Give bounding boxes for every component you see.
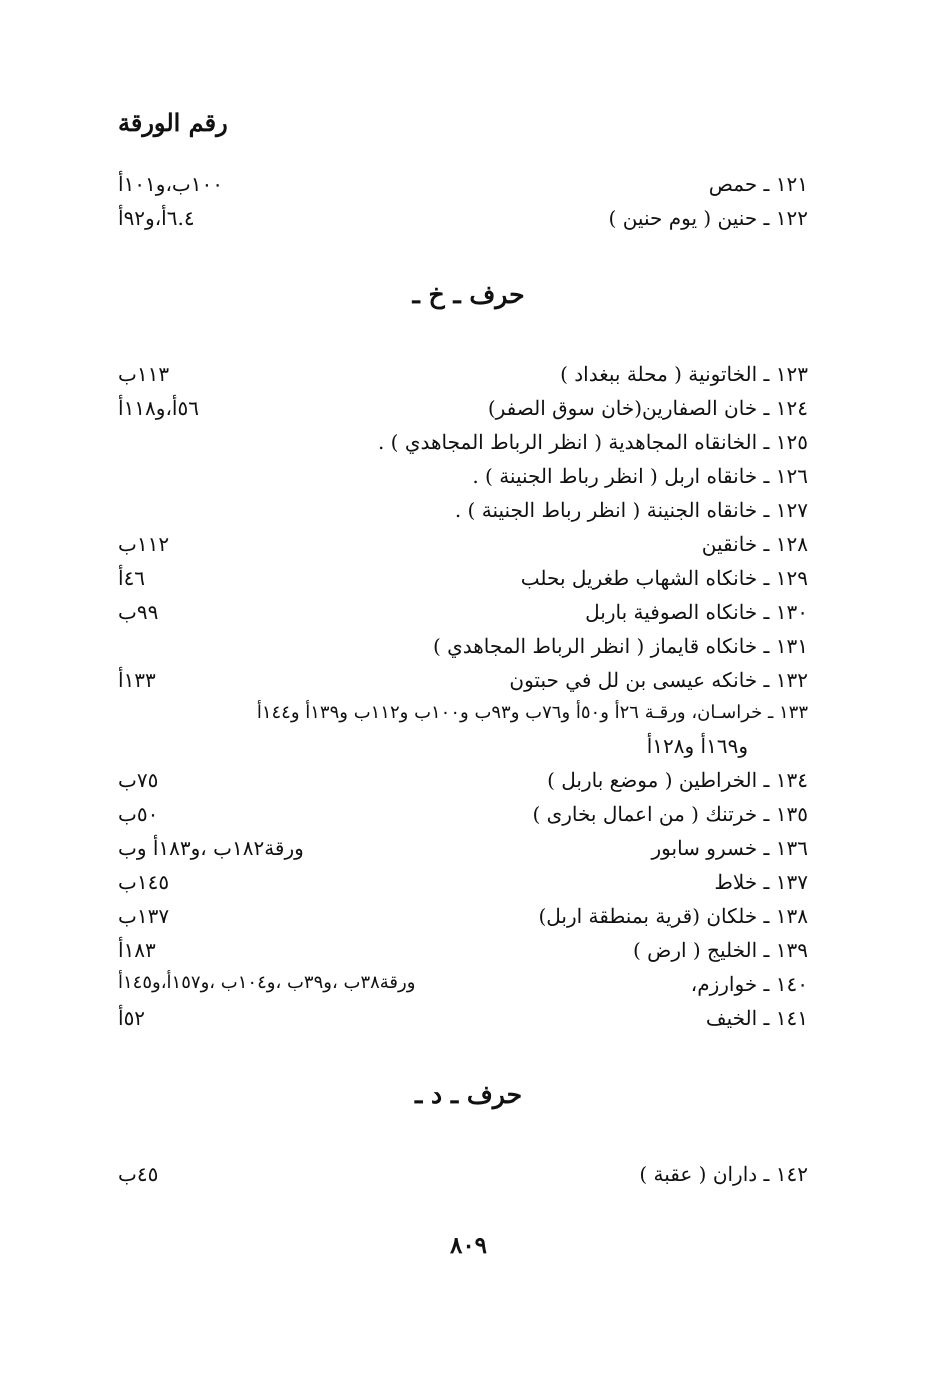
entry-text: ١٤٠ ـ خوارزم، [690, 972, 808, 996]
index-entry-142 [118, 1162, 808, 1196]
entry-text: ١٣٥ ـ خرتنك ( من اعمال بخارى ) [532, 802, 808, 826]
folio-reference: ٥٢أ [118, 1006, 146, 1030]
folio-reference: ورقة٣٨ب ،و٣٩ب ،و١٠٤ب ،و١٥٧أ،و١٤٥أ [118, 972, 416, 993]
folio-reference: ١٣٧ب [118, 904, 170, 928]
folio-reference: ٩٩ب [118, 600, 159, 624]
folio-reference: ١١٢ب [118, 532, 170, 556]
entry-text: ١٢٥ ـ الخانقاه المجاهدية ( انظر الرباط المجاهدي ) . [377, 430, 808, 454]
entry-text: ١٢١ ـ حمص [708, 172, 808, 196]
entry-text: ١٣٠ ـ خانكاه الصوفية باربل [585, 600, 808, 624]
index-entry-133 [118, 702, 808, 768]
entry-text: ١٢٧ ـ خانقاه الجنينة ( انظر رباط الجنينة ) . [454, 498, 808, 522]
column-header: رقم الورقة [118, 108, 228, 137]
section-heading-kha: حرف ـ خ ـ [412, 280, 525, 309]
entry-text: ١٣٦ ـ خسرو سابور [651, 836, 808, 860]
section-heading-dal: حرف ـ د ـ [414, 1080, 523, 1109]
entry-text: ١٢٦ ـ خانقاه اربل ( انظر رباط الجنينة ) . [472, 464, 808, 488]
entry-text: ١٣٤ ـ الخراطين ( موضع باربل ) [547, 768, 808, 792]
index-entry-132 [118, 668, 808, 702]
folio-reference: ١٣٣أ [118, 668, 156, 692]
index-entry-137 [118, 870, 808, 904]
entry-text: ١٣١ ـ خانكاه قايماز ( انظر الرباط المجاهدي ) [432, 634, 808, 658]
index-entry-136 [118, 836, 808, 870]
entry-text: ١٣٧ ـ خلاط [714, 870, 808, 894]
folio-reference: ١٨٣أ [118, 938, 156, 962]
index-entry-124 [118, 396, 808, 430]
entry-text: ١٢٩ ـ خانكاه الشهاب طغريل بحلب [520, 566, 808, 590]
folio-reference: ٤٦أ [118, 566, 146, 590]
entry-text: ١٣٢ ـ خانكه عيسى بن لل في حبتون [509, 668, 808, 692]
folio-reference: ٤٥ب [118, 1162, 159, 1186]
folio-reference: ٧٥ب [118, 768, 159, 792]
entry-text: ١٤٢ ـ داران ( عقبة ) [639, 1162, 808, 1186]
entry-text: ١٣٣ ـ خراسـان، ورقـة ٢٦أ و٥٠أ و٧٦ب و٩٣ب و١٠٠ب و١١٢ب و١٣٩أ و١٤٤أ [256, 702, 808, 723]
index-entry-139 [118, 938, 808, 972]
entry-text: ١٤١ ـ الخيف [705, 1006, 808, 1030]
page-number: ٨٠٩ [449, 1232, 488, 1259]
folio-reference: ١٤٥ب [118, 870, 170, 894]
folio-reference: ١٠٠ب،و١٠١أ [118, 172, 223, 196]
folio-reference: ورقة١٨٢ب ،و١٨٣أ وب [118, 836, 304, 860]
index-entry-140 [118, 972, 808, 1006]
index-entry-128 [118, 532, 808, 566]
entry-text: ١٢٣ ـ الخاتونية ( محلة ببغداد ) [560, 362, 808, 386]
index-entry-135 [118, 802, 808, 836]
index-entry-122 [118, 206, 808, 240]
index-entry-141 [118, 1006, 808, 1040]
entry-text: ١٢٨ ـ خانقين [701, 532, 808, 556]
index-entry-126 [118, 464, 808, 498]
entry-text: ١٣٨ ـ خلكان (قرية بمنطقة اربل) [538, 904, 808, 928]
index-entry-138 [118, 904, 808, 938]
folio-reference: ٥٦أ،و١١٨أ [118, 396, 199, 420]
entry-text: ١٢٤ ـ خان الصفارين(خان سوق الصفر) [487, 396, 808, 420]
index-entry-125 [118, 430, 808, 464]
index-entry-127 [118, 498, 808, 532]
entry-text: ١٢٢ ـ حنين ( يوم حنين ) [608, 206, 808, 230]
folio-reference: ٦.٤أ،و٩٢أ [118, 206, 195, 230]
folio-reference: ٥٠ب [118, 802, 159, 826]
index-entry-123 [118, 362, 808, 396]
index-entry-130 [118, 600, 808, 634]
entry-continuation: و١٦٩أ و١٢٨أ [646, 734, 748, 758]
index-entry-121 [118, 172, 808, 206]
entry-text: ١٣٩ ـ الخليج ( ارض ) [632, 938, 808, 962]
index-entry-129 [118, 566, 808, 600]
index-entry-131 [118, 634, 808, 668]
index-entry-134 [118, 768, 808, 802]
folio-reference: ١١٣ب [118, 362, 170, 386]
